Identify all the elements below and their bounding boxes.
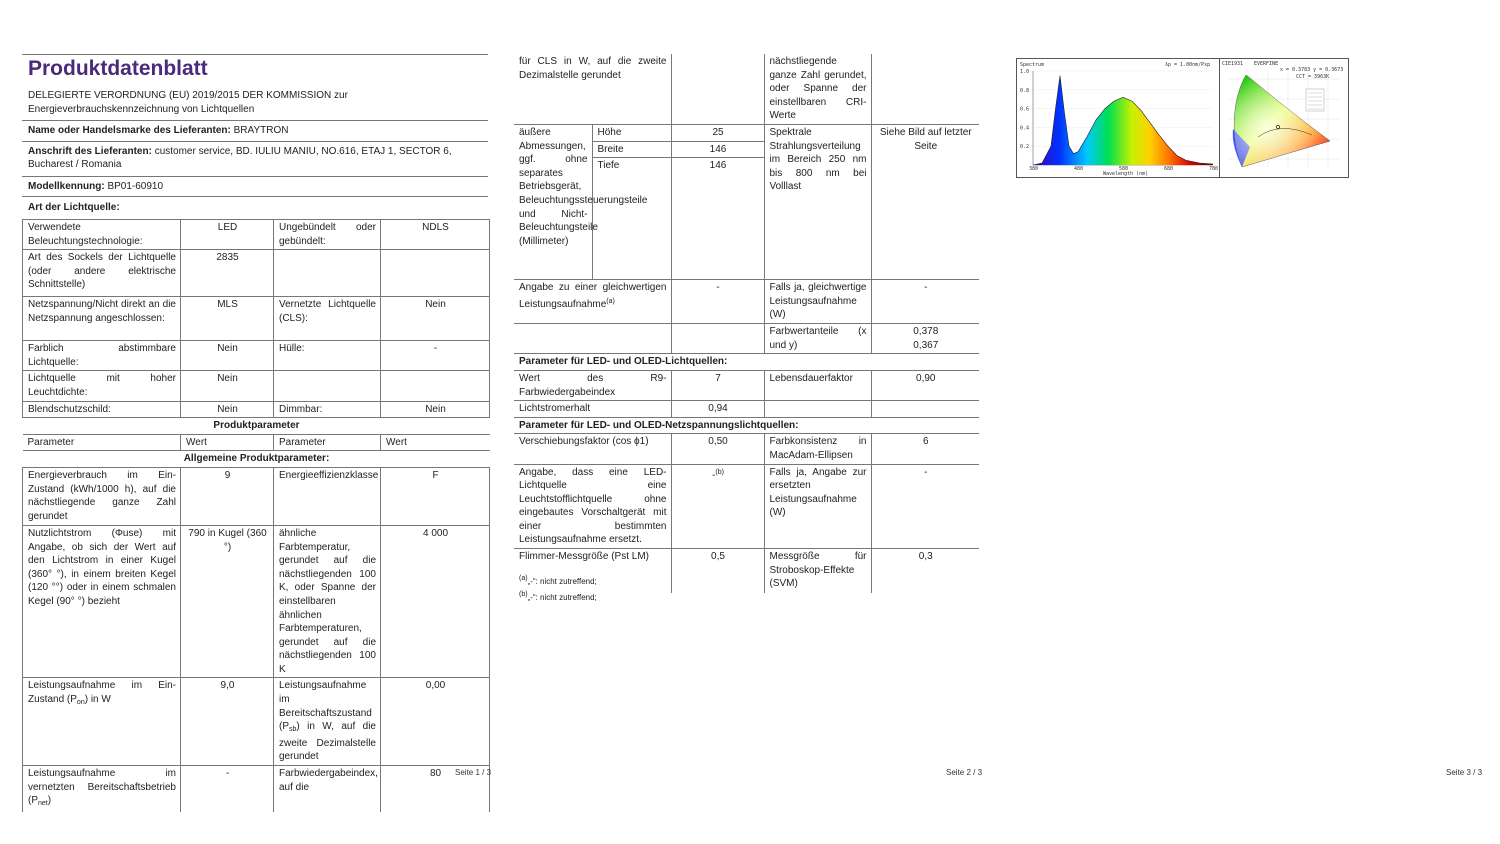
- model-label: Modellkennung:: [28, 181, 105, 192]
- directional-value: NDLS: [381, 220, 490, 250]
- cls-label: Vernetzte Lichtquelle (CLS):: [274, 297, 381, 341]
- cct-label: ähnliche Farbtemperatur, gerundet auf die nächstliegenden 100 K, oder Spanne der einstellbaren ähnlichen Farbtemperaturen, gerundet auf die nächstliegenden 100 K: [274, 525, 381, 678]
- table-row: [23, 371, 490, 401]
- supplier-value: BRAYTRON: [233, 125, 289, 136]
- col-value-2: Wert: [381, 434, 490, 451]
- table-row: [23, 467, 490, 525]
- footnote-a: [519, 575, 597, 586]
- cls-standby-label: für CLS in W, auf die zweite Dezimalstelle gerundet: [514, 54, 671, 124]
- table-row: [514, 401, 979, 418]
- glare-label: Blendschutzschild:: [23, 401, 181, 418]
- led-params-header: Parameter für LED- und OLED-Lichtquellen:: [514, 354, 979, 371]
- dimmable-value: Nein: [381, 401, 490, 418]
- cap-type-value: 2835: [181, 250, 274, 297]
- dimmable-label: Dimmbar:: [274, 401, 381, 418]
- footnote-b-mark: (b): [519, 591, 528, 598]
- pnet-label-text: Leistungsaufnahme im vernetzten Bereitschaftsbetrieb (P: [28, 768, 176, 807]
- empty-cell: [274, 250, 381, 297]
- rule-2: [22, 141, 488, 142]
- equivalent-power-value: -: [671, 280, 764, 324]
- address-value: customer service, BD. IULIU MANIU, NO.616, ETAJ 1, SECTOR 6, Bucharest / Romania: [28, 146, 452, 170]
- empty-cell: [871, 54, 979, 124]
- tunable-value: Nein: [181, 341, 274, 371]
- cie-diagram: [1219, 58, 1349, 178]
- psb-tail: ) in W, auf die zweite Dezimalstelle gerundet: [279, 721, 376, 763]
- page2-spec-table: [514, 54, 979, 593]
- displacement-factor-value: 0,50: [671, 434, 764, 464]
- envelope-label: Hülle:: [274, 341, 381, 371]
- flicker-label: Flimmer-Messgröße (Pst LM): [514, 549, 671, 593]
- table-row: [514, 280, 979, 324]
- height-label: Höhe: [592, 124, 671, 141]
- y-tick-label: 0.2: [1020, 144, 1030, 151]
- high-luminance-value: Nein: [181, 371, 274, 401]
- tech-value: LED: [181, 220, 274, 250]
- stroboscopic-label: Messgröße für Stroboskop-Effekte (SVM): [764, 549, 871, 593]
- tunable-label: Farblich abstimmbare Lichtquelle:: [23, 341, 181, 371]
- pon-value: 9,0: [181, 678, 274, 766]
- tech-label: Verwendete Beleuchtungstechnologie:: [23, 220, 181, 250]
- pon-sub: on: [76, 699, 85, 707]
- useful-flux-value: 790 in Kugel (360 °): [181, 525, 274, 678]
- subtitle-line-2: Energieverbrauchskennzeichnung von Lichtquellen: [28, 104, 255, 115]
- replacement-label: Angabe, dass eine LED-Lichtquelle eine Leuchtstofflichtquelle ohne eingebautes Vorschaltgerät mit einer bestimmten Leistungsaufnahme ersetzt.: [514, 464, 671, 549]
- regulation-subtitle: [28, 89, 348, 117]
- x-tick-label: 680: [1164, 166, 1174, 172]
- psb-sub: sb: [289, 726, 297, 734]
- top-rule: [22, 54, 488, 55]
- table-row: [23, 525, 490, 678]
- y-tick-label: 0.6: [1020, 106, 1030, 113]
- cie-mode: EVERFINE: [1254, 61, 1279, 67]
- rule-4: [22, 196, 488, 197]
- spectrum-svg: [1017, 59, 1219, 177]
- equivalent-yes-label: Falls ja, gleichwertige Leistungsaufnahme (W): [764, 280, 871, 324]
- x-tick-label: 780: [1209, 166, 1219, 172]
- cls-value: Nein: [381, 297, 490, 341]
- spectrum-area: [1033, 76, 1213, 165]
- empty-cell: [671, 54, 764, 124]
- cap-type-label: Art des Sockels der Lichtquelle (oder andere elektrische Schnittstelle): [23, 250, 181, 297]
- width-label: Breite: [592, 141, 671, 158]
- depth-label: Tiefe: [592, 158, 671, 280]
- y-tick-label: 1.0: [1020, 69, 1030, 75]
- mains-value: MLS: [181, 297, 274, 341]
- pon-tail: ) in W: [84, 694, 111, 706]
- efficiency-class-value: F: [381, 467, 490, 525]
- equivalent-yes-value: -: [871, 280, 979, 324]
- pnet-sub: net: [38, 800, 48, 808]
- directional-label: Ungebündelt oder gebündelt:: [274, 220, 381, 250]
- mains-label: Netzspannung/Nicht direkt an die Netzspannung angeschlossen:: [23, 297, 181, 341]
- lightsource-type-line: [28, 201, 120, 214]
- supplier-label: Name oder Handelsmarke des Lieferanten:: [28, 125, 231, 136]
- psb-value: 0,00: [381, 678, 490, 766]
- section-header-row: [23, 418, 490, 435]
- flicker-value: 0,5: [671, 549, 764, 593]
- cie-legend-box: [1306, 89, 1324, 111]
- footnote-a-text: „-“: nicht zutreffend;: [527, 577, 597, 586]
- rule-3: [22, 176, 488, 177]
- replacement-value-text: -: [712, 469, 716, 481]
- table-row: [514, 464, 979, 549]
- cri-value: 80: [381, 766, 490, 812]
- equivalent-power-text: Angabe zu einer gleichwertigen Leistungsaufnahme: [519, 282, 667, 310]
- section-header-row: [23, 451, 490, 468]
- table-row: [23, 341, 490, 371]
- section-header-row: [514, 417, 979, 434]
- replacement-yes-label: Falls ja, Angabe zur ersetzten Leistungsaufnahme (W): [764, 464, 871, 549]
- empty-cell: [764, 401, 871, 418]
- pnet-value: -: [181, 766, 274, 812]
- empty-cell: [514, 324, 671, 354]
- high-luminance-label: Lichtquelle mit hoher Leuchtdichte:: [23, 371, 181, 401]
- chromaticity-label: Farbwertanteile (x und y): [764, 324, 871, 354]
- macadam-label: Farbkonsistenz in MacAdam-Ellipsen: [764, 434, 871, 464]
- stroboscopic-value: 0,3: [871, 549, 979, 593]
- empty-cell: [274, 371, 381, 401]
- lumen-maintenance-label: Lichtstromerhalt: [514, 401, 671, 418]
- glare-value: Nein: [181, 401, 274, 418]
- efficiency-class-label: Energieeffizienzklasse: [274, 467, 381, 525]
- table-row: [514, 434, 979, 464]
- document-title: Produktdatenblatt: [28, 57, 208, 80]
- x-tick-label: 480: [1074, 166, 1084, 172]
- spectrum-info: λp = 1.00nm/Pxp: [1165, 62, 1211, 68]
- height-value: 25: [671, 124, 764, 141]
- empty-cell: [381, 250, 490, 297]
- cie-cct: CCT = 3963K: [1296, 74, 1330, 80]
- pon-label: [23, 678, 181, 766]
- section-header-row: [514, 354, 979, 371]
- x-tick-label: 380: [1029, 166, 1039, 172]
- table-row: [23, 220, 490, 250]
- cie-white-overlay: [1234, 75, 1330, 167]
- cie-title: CIE1931: [1222, 61, 1244, 67]
- replacement-yes-value: -: [871, 464, 979, 549]
- replacement-sup: (b): [715, 468, 724, 476]
- page1-spec-table: [22, 219, 490, 812]
- spectrum-title: Spectrum: [1020, 62, 1045, 68]
- chromaticity-value: [871, 324, 979, 354]
- address-label: Anschrift des Lieferanten:: [28, 146, 152, 157]
- replacement-value: [671, 464, 764, 549]
- footnote-b: [519, 591, 597, 602]
- general-params-header: Allgemeine Produktparameter:: [23, 451, 490, 468]
- empty-cell: [871, 401, 979, 418]
- cri-cont-label: nächstliegende ganze Zahl gerundet, oder Spanne der einstellbaren CRI-Werte: [764, 54, 871, 124]
- psb-label: [274, 678, 381, 766]
- lightsource-type-label: Art der Lichtquelle:: [28, 202, 120, 213]
- footnote-a-mark: (a): [519, 575, 528, 582]
- energy-consumption-label: Energieverbrauch im Ein-Zustand (kWh/1000 h), auf die nächstliegende ganze Zahl gerundet: [23, 467, 181, 525]
- spectrum-chart: [1016, 58, 1220, 178]
- pon-label-text: Leistungsaufnahme im Ein-Zustand (P: [28, 680, 176, 706]
- pnet-tail: ): [47, 795, 52, 807]
- table-row: [514, 324, 979, 354]
- page-3-footer: Seite 3 / 3: [1446, 768, 1483, 777]
- table-row: [23, 250, 490, 297]
- spectral-label: Spektrale Strahlungsverteilung im Bereich 250 nm bis 800 nm bei Volllast: [764, 124, 871, 279]
- useful-flux-label: Nutzlichtstrom (Φuse) mit Angabe, ob sich der Wert auf den Lichtstrom in einer Kugel (360° °), in einem breiten Kegel (120 °°) oder in einem schmalen Kegel (90° °) bezieht: [23, 525, 181, 678]
- subtitle-line-1: DELEGIERTE VERORDNUNG (EU) 2019/2015 DER KOMMISSION zur: [28, 90, 348, 101]
- r9-label: Wert des R9-Farbwiedergabeindex: [514, 370, 671, 400]
- footnote-b-text: „-“: nicht zutreffend;: [527, 593, 597, 602]
- psb-label-text: Leistungsaufnahme im Bereitschaftszustand (P: [279, 680, 372, 733]
- equivalent-power-label: [514, 280, 671, 324]
- chromaticity-x: 0,378: [913, 326, 939, 338]
- energy-consumption-value: 9: [181, 467, 274, 525]
- pnet-label: [23, 766, 181, 812]
- table-row: [23, 297, 490, 341]
- table-row: [23, 678, 490, 766]
- page-1-footer: Seite 1 / 3: [455, 768, 492, 777]
- y-tick-label: 0.4: [1020, 125, 1030, 132]
- empty-cell: [671, 324, 764, 354]
- table-row: [23, 766, 490, 812]
- dimensions-label: äußere Abmessungen, ggf. ohne separates Betriebsgerät, Beleuchtungssteuerungsteile und Nicht-Beleuchtungsteile (Millimeter): [514, 124, 592, 279]
- table-row: [514, 124, 979, 141]
- y-tick-label: 0.8: [1020, 87, 1030, 94]
- model-value: BP01-60910: [107, 181, 164, 192]
- x-tick-label: 580: [1119, 166, 1129, 172]
- page-2-footer: Seite 2 / 3: [946, 768, 983, 777]
- table-row: [514, 370, 979, 400]
- survival-factor-label: Lebensdauerfaktor: [764, 370, 871, 400]
- cri-label: Farbwiedergabeindex, auf die: [274, 766, 381, 812]
- table-row: [23, 401, 490, 418]
- col-param-2: Parameter: [274, 434, 381, 451]
- col-value-1: Wert: [181, 434, 274, 451]
- table-row: [514, 54, 979, 124]
- empty-cell: [381, 371, 490, 401]
- displacement-factor-label: Verschiebungsfaktor (cos ϕ1): [514, 434, 671, 464]
- mains-params-header: Parameter für LED- und OLED-Netzspannungslichtquellen:: [514, 417, 979, 434]
- col-param-1: Parameter: [23, 434, 181, 451]
- address-line: [28, 145, 484, 171]
- rule-1: [22, 120, 488, 121]
- cct-value: 4 000: [381, 525, 490, 678]
- supplier-line: [28, 124, 288, 137]
- spectrum-xlabel: Wavelength (nm): [1103, 171, 1149, 177]
- r9-value: 7: [671, 370, 764, 400]
- model-line: [28, 180, 163, 193]
- survival-factor-value: 0,90: [871, 370, 979, 400]
- equivalent-power-sup: (a): [606, 297, 615, 305]
- spectral-value: Siehe Bild auf letzter Seite: [871, 124, 979, 279]
- depth-value: 146: [671, 158, 764, 280]
- product-params-header: Produktparameter: [23, 418, 490, 435]
- width-value: 146: [671, 141, 764, 158]
- cie-xy: x = 0.3783 y = 0.3673: [1280, 67, 1344, 73]
- chromaticity-y: 0,367: [913, 339, 939, 351]
- lumen-maintenance-value: 0,94: [671, 401, 764, 418]
- envelope-value: -: [381, 341, 490, 371]
- macadam-value: 6: [871, 434, 979, 464]
- cie-svg: [1220, 59, 1348, 177]
- column-header-row: [23, 434, 490, 451]
